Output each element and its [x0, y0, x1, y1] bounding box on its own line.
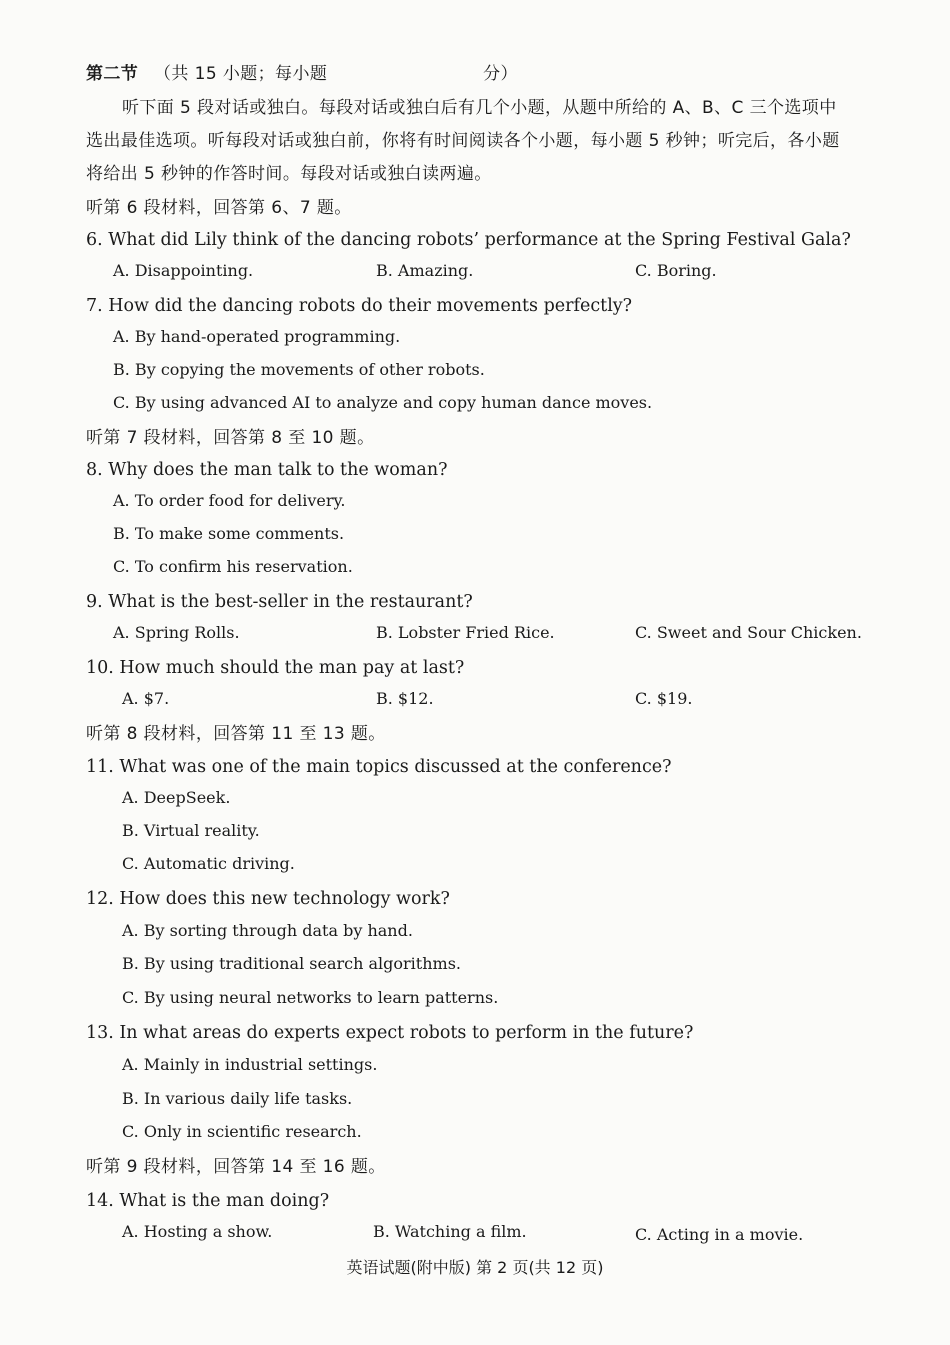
question-stem: 7. How did the dancing robots do their movements perfectly? — [86, 296, 633, 316]
question-stem: 13. In what areas do experts expect robots to perform in the future? — [86, 1023, 694, 1043]
option-b: B. Watching a film. — [373, 1222, 527, 1241]
option-b: B. Amazing. — [376, 261, 474, 280]
option-c: C. $19. — [635, 689, 693, 708]
question-stem: 11. What was one of the main topics discussed at the conference? — [86, 757, 672, 777]
instructions-line-2: 选出最佳选项。听每段对话或独白前，你将有时间阅读各个小题，每小题 5 秒钟；听完后，各小题 — [86, 131, 840, 151]
instructions-line-1: 听下面 5 段对话或独白。每段对话或独白后有几个小题，从题中所给的 A、B、C 三个选项中 — [122, 98, 837, 118]
option-b: B. In various daily life tasks. — [122, 1089, 353, 1108]
option-b: B. By using traditional search algorithms. — [122, 954, 461, 973]
option-b: B. To make some comments. — [113, 524, 345, 543]
option-a: A. By sorting through data by hand. — [122, 921, 413, 940]
question-stem: 14. What is the man doing? — [86, 1191, 330, 1211]
instructions-line-3: 将给出 5 秒钟的作答时间。每段对话或独白读两遍。 — [86, 164, 492, 184]
group-header: 听第 6 段材料，回答第 6、7 题。 — [86, 198, 352, 218]
option-b: B. Lobster Fried Rice. — [376, 623, 555, 642]
option-c: C. Acting in a movie. — [635, 1225, 804, 1244]
question-stem: 12. How does this new technology work? — [86, 889, 450, 909]
question-stem: 10. How much should the man pay at last? — [86, 658, 465, 678]
option-c: C. By using advanced AI to analyze and copy human dance moves. — [113, 393, 653, 412]
option-a: A. Disappointing. — [113, 261, 254, 280]
page-footer: 英语试题(附中版) 第 2 页(共 12 页) — [346, 1258, 604, 1277]
section-heading — [86, 62, 890, 86]
group-header: 听第 8 段材料，回答第 11 至 13 题。 — [86, 724, 386, 744]
question-stem: 9. What is the best-seller in the restaurant? — [86, 592, 473, 612]
option-a: A. $7. — [122, 689, 170, 708]
group-header: 听第 7 段材料，回答第 8 至 10 题。 — [86, 428, 375, 448]
option-a: A. By hand-operated programming. — [113, 327, 401, 346]
group-header: 听第 9 段材料，回答第 14 至 16 题。 — [86, 1157, 386, 1177]
option-b: B. $12. — [376, 689, 434, 708]
section-subtitle: （共 15 小题；每小题 — [154, 64, 328, 84]
section-title: 第二节 — [86, 64, 139, 84]
option-c: C. Only in scientific research. — [122, 1122, 362, 1141]
section-subtitle-end: 分） — [483, 64, 518, 84]
question-stem: 6. What did Lily think of the dancing robots’ performance at the Spring Festival Gala? — [86, 230, 851, 250]
option-c: C. Sweet and Sour Chicken. — [635, 623, 862, 642]
option-b: B. By copying the movements of other robots. — [113, 360, 485, 379]
option-a: A. DeepSeek. — [122, 788, 231, 807]
question-stem: 8. Why does the man talk to the woman? — [86, 460, 448, 480]
option-c: C. To confirm his reservation. — [113, 557, 353, 576]
option-b: B. Virtual reality. — [122, 821, 260, 840]
option-a: A. Mainly in industrial settings. — [122, 1055, 378, 1074]
option-c: C. Boring. — [635, 261, 717, 280]
option-a: A. Hosting a show. — [122, 1222, 273, 1241]
option-c: C. Automatic driving. — [122, 854, 295, 873]
option-a: A. To order food for delivery. — [113, 491, 346, 510]
option-c: C. By using neural networks to learn patterns. — [122, 988, 499, 1007]
option-a: A. Spring Rolls. — [113, 623, 240, 642]
